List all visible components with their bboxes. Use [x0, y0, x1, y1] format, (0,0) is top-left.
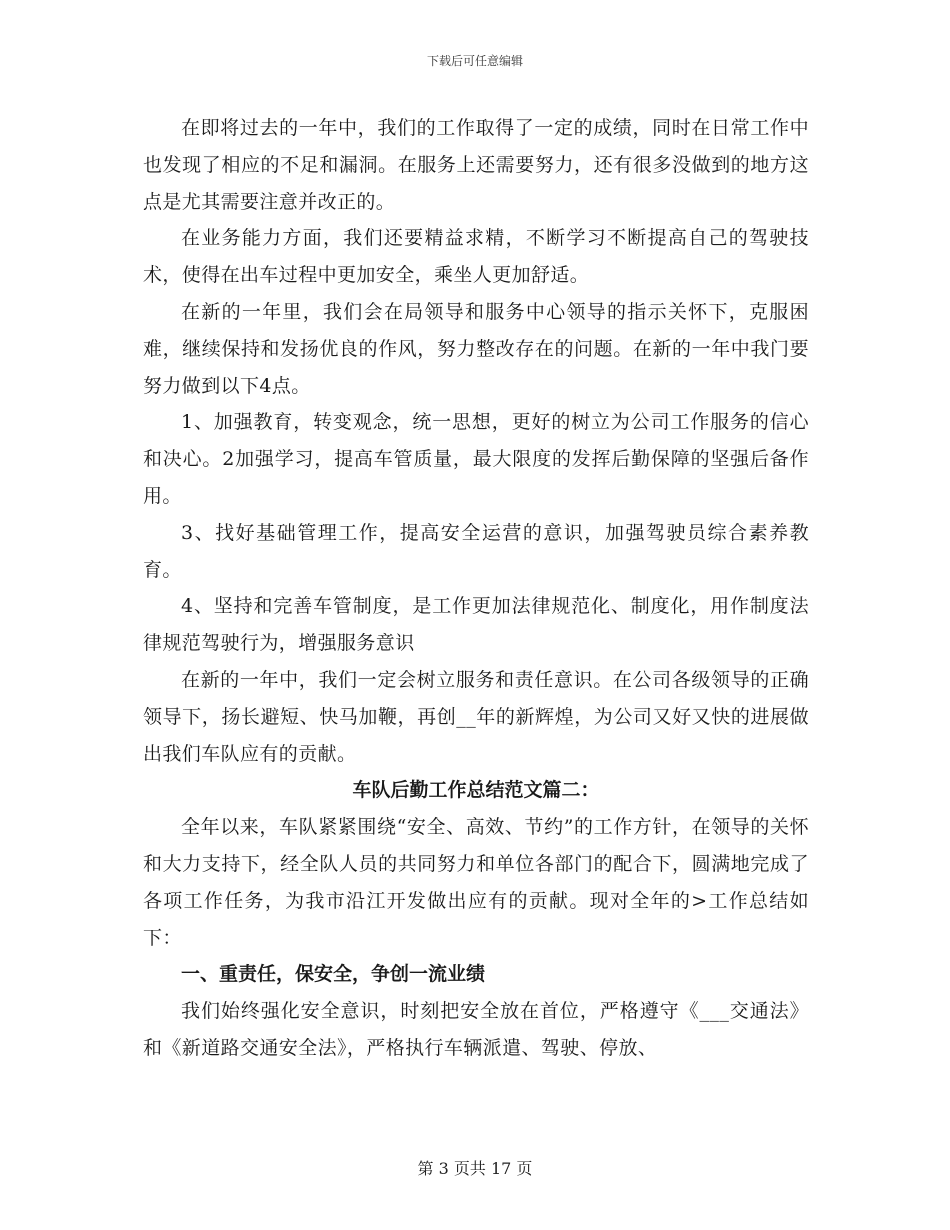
list-paragraph-4: 4、坚持和完善车管制度，是工作更加法律规范化、制度化，用作制度法律规范驾驶行为，增强服务意识 — [143, 595, 809, 655]
paragraph: 在业务能力方面，我们还要精益求精，不断学习不断提高自己的驾驶技术，使得在出车过程中更加安全，乘坐人更加舒适。 — [143, 227, 809, 287]
paragraph: 在新的一年中，我们一定会树立服务和责任意识。在公司各级领导的正确领导下，扬长避短、快马加鞭，再创__年的新辉煌，为公司又好又快的进展做出我们车队应有的贡献。 — [143, 668, 809, 765]
paragraph: 在新的一年里，我们会在局领导和服务中心领导的指示关怀下，克服困难，继续保持和发扬优良的作风，努力整改存在的问题。在新的一年中我门要努力做到以下4点。 — [143, 300, 809, 397]
paragraph: 我们始终强化安全意识，时刻把安全放在首位，严格遵守《___交通法》和《新道路交通安全法》，严格执行车辆派遣、驾驶、停放、 — [143, 1000, 809, 1059]
page-header: 下载后可任意编辑 — [426, 54, 523, 68]
section-title: 车队后勤工作总结范文篇二： — [352, 779, 600, 802]
list-paragraph-1: 1、加强教育，转变观念，统一思想，更好的树立为公司工作服务的信心和决心。2加强学习，提高车管质量，最大限度的发挥后勤保障的坚强后备作用。 — [143, 411, 809, 507]
paragraph: 在即将过去的一年中，我们的工作取得了一定的成绩，同时在日常工作中也发现了相应的不足和漏洞。在服务上还需要努力，还有很多没做到的地方这点是尤其需要注意并改正的。 — [143, 117, 809, 213]
page-footer: 第 3 页共 17 页 — [417, 1159, 533, 1178]
list-paragraph-3: 3、找好基础管理工作，提高安全运营的意识，加强驾驶员综合素养教育。 — [143, 521, 809, 581]
document-body — [143, 110, 809, 1067]
paragraph: 全年以来，车队紧紧围绕“安全、高效、节约”的工作方针，在领导的关怀和大力支持下，经全队人员的共同努力和单位各部门的配合下，圆满地完成了各项工作任务，为我市沿江开发做出应有的贡献。现对全年的>工作总结如下： — [143, 816, 809, 949]
section-heading: 一、重责任，保安全，争创一流业绩 — [181, 963, 486, 986]
